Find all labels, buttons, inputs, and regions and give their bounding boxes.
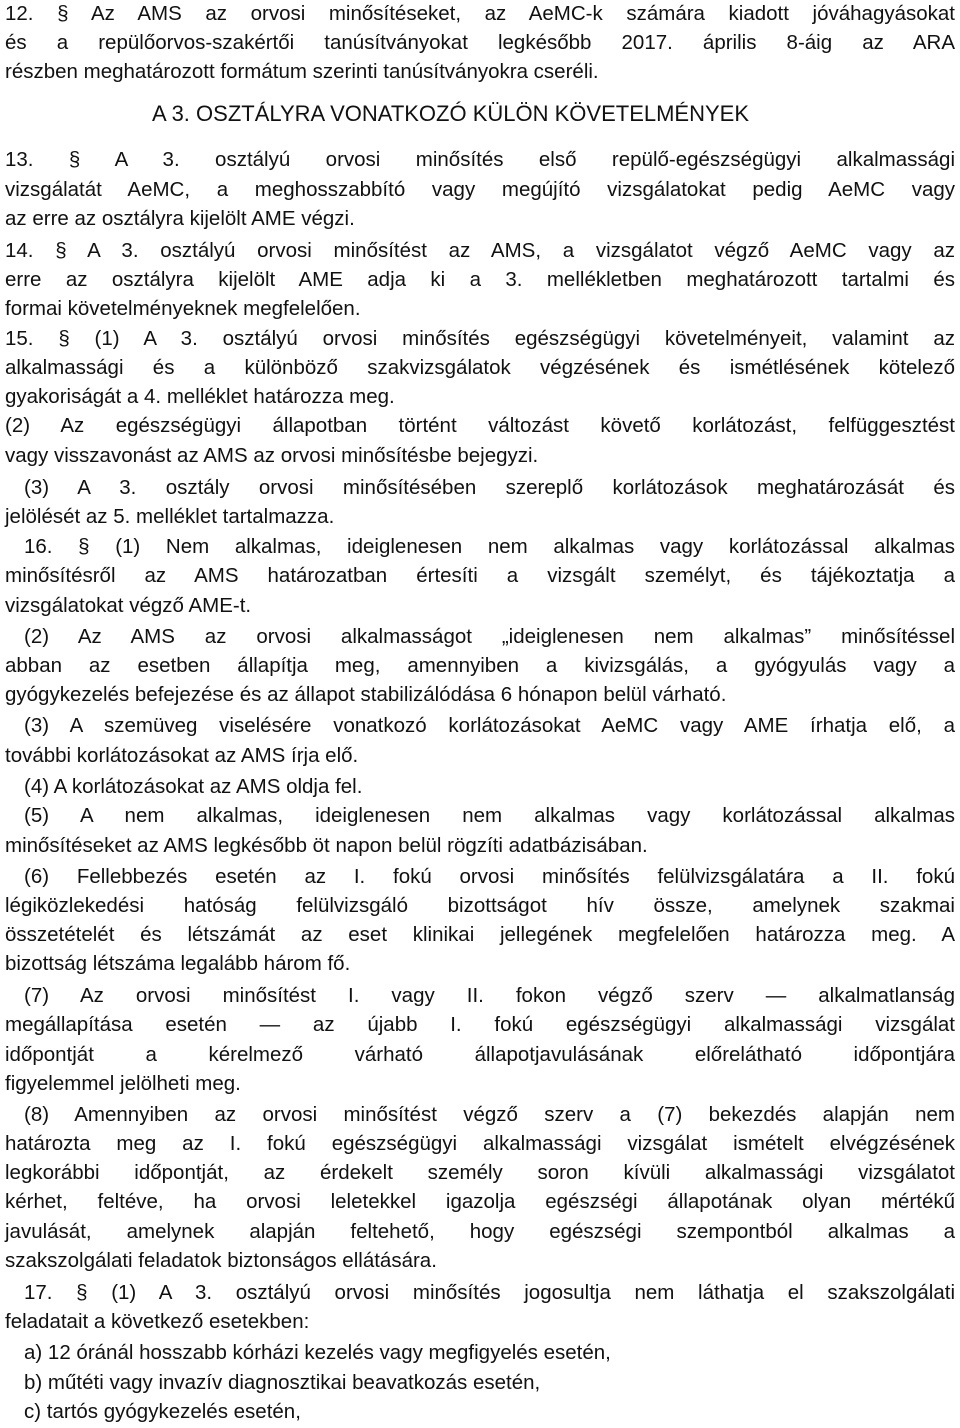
text-line: minősítésről az AMS határozatban értesíti a vizsgált személyt, és tájékoztatja a (5, 564, 955, 587)
text-line: összetételét és létszámát az eset klinikai jellegének megfelelően határozza meg. A (5, 923, 955, 946)
list-item: b) műtéti vagy invazív diagnosztikai beavatkozás esetén, (24, 1371, 541, 1394)
text-line: (5) A nem alkalmas, ideiglenesen nem alkalmas vagy korlátozással alkalmas (24, 804, 955, 827)
text-line: vizsgálatokat végző AME-t. (5, 594, 252, 617)
text-line: gyakoriságát a 4. melléklet határozza meg. (5, 385, 395, 408)
text-line: 12. § Az AMS az orvosi minősítéseket, az AeMC-k számára kiadott jóváhagyásokat (5, 2, 955, 25)
text-line: javulását, amelynek alapján feltehető, hogy egészségi szempontból alkalmas a (5, 1220, 955, 1243)
text-line: határozta meg az I. fokú egészségügyi alkalmassági vizsgálat ismételt elvégzésének (5, 1132, 955, 1155)
text-line: bizottság létszáma legalább három fő. (5, 952, 351, 975)
text-line: feladatait a következő esetekben: (5, 1310, 310, 1333)
text-line: (3) A 3. osztály orvosi minősítésében szereplő korlátozások meghatározását és (24, 476, 955, 499)
text-line: minősítéseket az AMS legkésőbb öt napon belül rögzíti adatbázisában. (5, 834, 648, 857)
text-line: 17. § (1) A 3. osztályú orvosi minősítés jogosultja nem láthatja el szakszolgálati (24, 1281, 955, 1304)
text-line: vagy visszavonást az AMS az orvosi minősítésbe bejegyzi. (5, 444, 539, 467)
section-heading: A 3. OSZTÁLYRA VONATKOZÓ KÜLÖN KÖVETELMÉNYEK (152, 101, 750, 126)
text-line: vizsgálatát AeMC, a meghosszabbító vagy megújító vizsgálatokat pedig AeMC vagy (5, 178, 955, 201)
text-line: (8) Amennyiben az orvosi minősítést végző szerv a (7) bekezdés alapján nem (24, 1103, 955, 1126)
text-line: légiközlekedési hatóság felülvizsgáló bizottságot hív össze, amelynek szakmai (5, 894, 955, 917)
text-line: 16. § (1) Nem alkalmas, ideiglenesen nem alkalmas vagy korlátozással alkalmas (24, 535, 955, 558)
text-line: és a repülőorvos-szakértői tanúsítványokat legkésőbb 2017. április 8-áig az ARA (5, 31, 955, 54)
text-line: szakszolgálati feladatok biztonságos ellátására. (5, 1249, 437, 1272)
text-line: megállapítása esetén — az újabb I. fokú egészségügyi alkalmassági vizsgálat (5, 1013, 955, 1036)
text-line: figyelemmel jelölheti meg. (5, 1072, 241, 1095)
text-line: alkalmassági és a különböző szakvizsgálatok végzésének és ismétlésének kötelező (5, 356, 955, 379)
text-line: az erre az osztályra kijelölt AME végzi. (5, 207, 355, 230)
text-line: abban az esetben állapítja meg, amennyiben a kivizsgálás, a gyógyulás vagy a (5, 654, 955, 677)
text-line: (7) Az orvosi minősítést I. vagy II. fokon végző szerv — alkalmatlanság (24, 984, 955, 1007)
text-line: időpontját a kérelmező várható állapotjavulásának előrelátható időpontjára (5, 1043, 955, 1066)
text-line: erre az osztályra kijelölt AME adja ki a 3. mellékletben meghatározott tartalmi és (5, 268, 955, 291)
text-line: részben meghatározott formátum szerinti tanúsítványokra cseréli. (5, 60, 599, 83)
text-line: 14. § A 3. osztályú orvosi minősítést az AMS, a vizsgálatot végző AeMC vagy az (5, 239, 955, 262)
text-line: 13. § A 3. osztályú orvosi minősítés első repülő-egészségügyi alkalmassági (5, 148, 955, 171)
text-line: (2) Az AMS az orvosi alkalmasságot „ideiglenesen nem alkalmas” minősítéssel (24, 625, 955, 648)
text-line: jelölését az 5. melléklet tartalmazza. (5, 505, 335, 528)
text-line: (4) A korlátozásokat az AMS oldja fel. (24, 775, 363, 798)
list-item: a) 12 óránál hosszabb kórházi kezelés vagy megfigyelés esetén, (24, 1341, 611, 1364)
text-line: (6) Fellebbezés esetén az I. fokú orvosi minősítés felülvizsgálatára a II. fokú (24, 865, 955, 888)
text-line: (2) Az egészségügyi állapotban történt változást követő korlátozást, felfüggesztést (5, 414, 955, 437)
list-item: c) tartós gyógykezelés esetén, (24, 1400, 301, 1423)
text-line: kérhet, feltéve, ha orvosi leletekkel igazolja egészségi állapotának olyan mértékű (5, 1190, 955, 1213)
text-line: további korlátozásokat az AMS írja elő. (5, 744, 359, 767)
text-line: 15. § (1) A 3. osztályú orvosi minősítés egészségügyi követelményeit, valamint az (5, 327, 955, 350)
text-line: (3) A szemüveg viselésére vonatkozó korlátozásokat AeMC vagy AME írhatja elő, a (24, 714, 955, 737)
text-line: formai követelményeknek megfelelően. (5, 297, 361, 320)
text-line: gyógykezelés befejezése és az állapot stabilizálódása 6 hónapon belül várható. (5, 683, 727, 706)
text-line: legkorábbi időpontját, az érdekelt személy soron kívüli alkalmassági vizsgálatot (5, 1161, 955, 1184)
